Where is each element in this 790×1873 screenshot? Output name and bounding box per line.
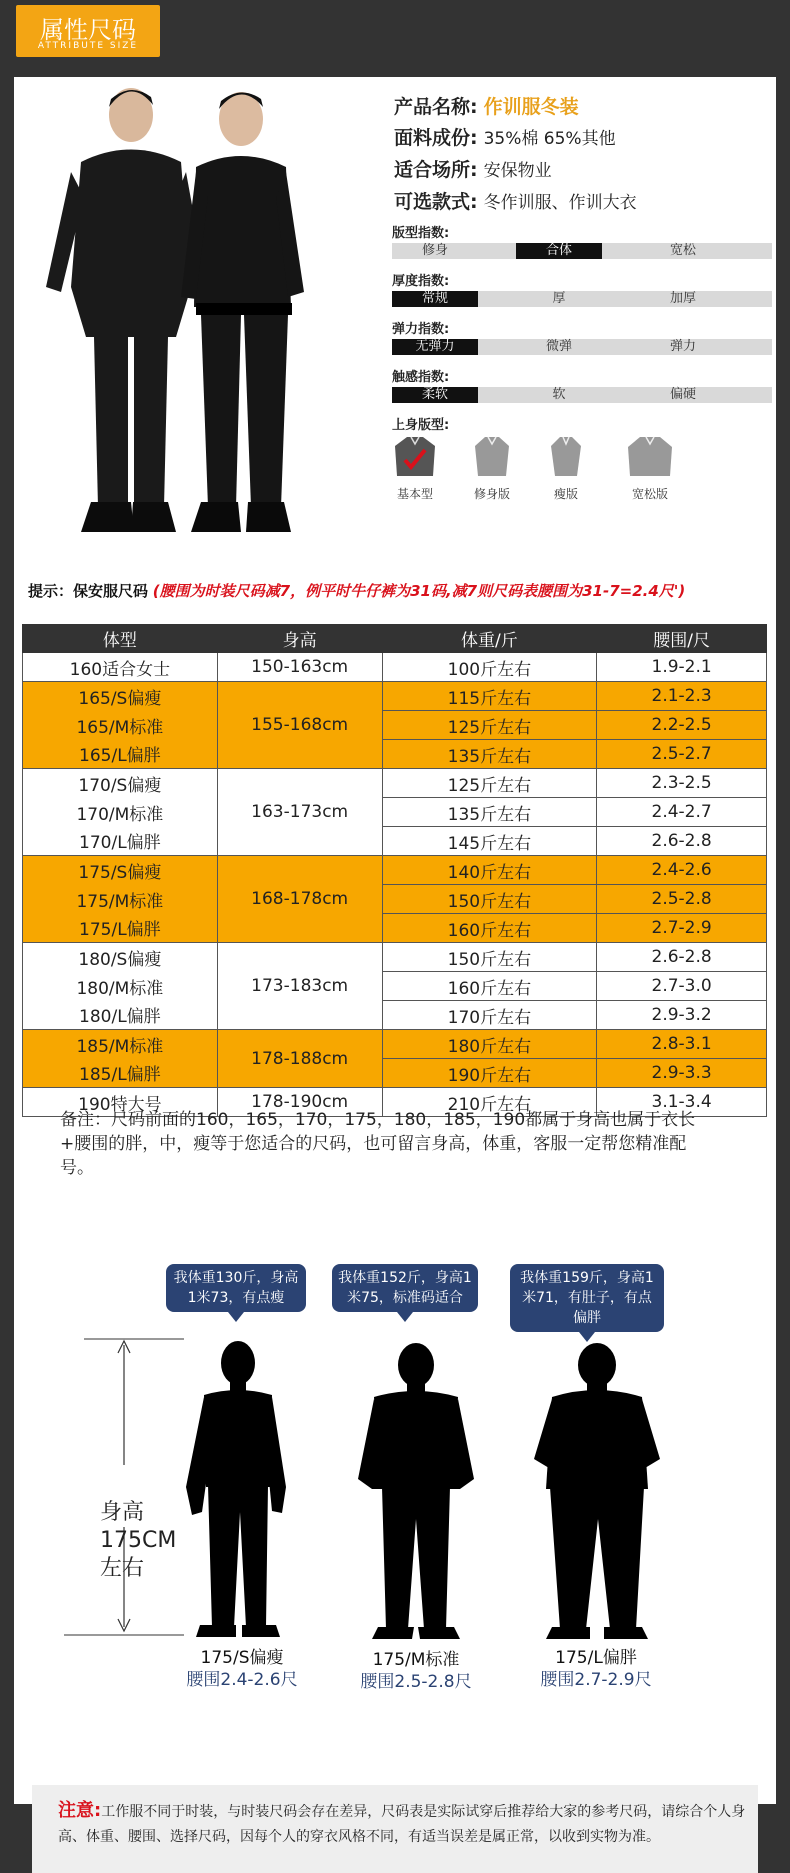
table-row xyxy=(23,682,767,711)
elasticity-index-option-selected: 无弹力 xyxy=(392,339,478,355)
touch-index-bar xyxy=(392,387,772,403)
table-row xyxy=(23,653,767,682)
col-header-height: 身高 xyxy=(217,625,382,653)
cell-waist: 3.1-3.4 xyxy=(597,1088,767,1117)
cell-weight: 115斤左右 xyxy=(382,682,597,711)
cell-body-type: 180/S偏瘦 xyxy=(23,943,218,972)
cell-weight: 100斤左右 xyxy=(382,653,597,682)
table-row xyxy=(23,740,767,769)
cell-waist: 2.4-2.6 xyxy=(597,856,767,885)
cell-waist: 2.4-2.7 xyxy=(597,798,767,827)
upper-fit-title: 上身版型: xyxy=(392,418,450,433)
table-row xyxy=(23,1059,767,1088)
cell-waist: 2.6-2.8 xyxy=(597,827,767,856)
fit-index-option-selected: 合体 xyxy=(516,243,602,259)
table-row xyxy=(23,711,767,740)
loose-fit-shirt-icon xyxy=(628,434,672,480)
figure-bubble-3: 我体重159斤，身高1米71，有肚子，有点偏胖 xyxy=(510,1264,664,1332)
touch-index-option-selected: 柔软 xyxy=(392,387,478,403)
cell-body-type: 160适合女士 xyxy=(23,653,218,682)
figure-bubble-1: 我体重130斤，身高1米73，有点瘦 xyxy=(166,1264,306,1312)
cell-weight: 140斤左右 xyxy=(382,856,597,885)
height-label-line: 身高 xyxy=(100,1500,145,1525)
style-value: 冬作训服、作训大衣 xyxy=(483,193,637,213)
upper-fit-label: 宽松版 xyxy=(631,487,668,501)
table-row xyxy=(23,943,767,972)
thickness-index-bar xyxy=(392,291,772,307)
table-row xyxy=(23,769,767,798)
thickness-index-option: 厚 xyxy=(552,291,566,306)
cell-height: 155-168cm xyxy=(217,682,382,769)
figure-waist-label: 腰围2.7-2.9尺 xyxy=(540,1670,652,1690)
cell-weight: 150斤左右 xyxy=(382,885,597,914)
header-bar xyxy=(0,0,790,60)
cell-height: 178-188cm xyxy=(217,1030,382,1088)
fabric-value: 35%棉 65%其他 xyxy=(483,129,616,149)
cell-body-type: 175/M标准 xyxy=(23,885,218,914)
size-table-header xyxy=(23,625,767,653)
height-label-line: 175CM xyxy=(100,1528,177,1553)
elasticity-index-option: 微弹 xyxy=(545,339,572,354)
cell-body-type: 165/M标准 xyxy=(23,711,218,740)
col-header-body-type: 体型 xyxy=(23,625,218,653)
section-subtitle: ATTRIBUTE SIZE xyxy=(37,41,139,51)
fit-index-title: 版型指数: xyxy=(392,226,450,241)
touch-index-title: 触感指数: xyxy=(392,370,450,385)
heavy-figure-silhouette xyxy=(532,1339,662,1644)
cell-waist: 2.2-2.5 xyxy=(597,711,767,740)
cell-height: 163-173cm xyxy=(217,769,382,856)
footer-notice xyxy=(32,1785,758,1873)
table-row xyxy=(23,1001,767,1030)
table-row xyxy=(23,885,767,914)
cell-weight: 125斤左右 xyxy=(382,769,597,798)
size-table xyxy=(22,624,767,1117)
cell-waist: 2.1-2.3 xyxy=(597,682,767,711)
scene-value: 安保物业 xyxy=(483,161,552,181)
size-note: 备注：尺码前面的160，165，170，175，180，185，190都属于身高也属于衣长+腰围的胖，中，瘦等于您适合的尺码，也可留言身高，体重，客服一定帮您精准配号。 xyxy=(60,1110,696,1178)
product-photo xyxy=(36,77,336,555)
cell-body-type: 170/S偏瘦 xyxy=(23,769,218,798)
thickness-index-title: 厚度指数: xyxy=(392,274,450,289)
upper-fit-label: 基本型 xyxy=(396,487,433,501)
cell-weight: 135斤左右 xyxy=(382,740,597,769)
cell-body-type: 185/L偏胖 xyxy=(23,1059,218,1088)
touch-index-option: 软 xyxy=(552,387,566,402)
height-label-line: 左右 xyxy=(100,1556,145,1581)
style-row xyxy=(394,187,637,214)
size-tip xyxy=(28,580,685,601)
height-measure-lines xyxy=(64,1335,184,1643)
footer-notice-text: 工作服不同于时装，与时装尺码会存在差异，尺码表是实际试穿后推荐给大家的参考尺码，请综合个人身高、体重、腰围、选择尺码，因每个人的穿衣风格不同，有适当误差是属正常，以收到实物为准。 xyxy=(58,1804,746,1845)
style-key: 可选款式: xyxy=(394,191,478,213)
cell-waist: 2.5-2.7 xyxy=(597,740,767,769)
cell-weight: 135斤左右 xyxy=(382,798,597,827)
section-title: 属性尺码 xyxy=(40,16,136,44)
content-sheet xyxy=(14,77,776,1845)
table-row xyxy=(23,1030,767,1059)
cell-weight: 190斤左右 xyxy=(382,1059,597,1088)
thin-fit-shirt-icon xyxy=(544,434,588,480)
cell-waist: 2.7-2.9 xyxy=(597,914,767,943)
touch-index-option: 偏硬 xyxy=(669,387,696,402)
cell-waist: 2.5-2.8 xyxy=(597,885,767,914)
product-name-value: 作训服冬装 xyxy=(483,96,579,118)
table-row xyxy=(23,972,767,1001)
fit-index-bar xyxy=(392,243,772,259)
fabric-key: 面料成份: xyxy=(394,127,478,149)
height-label xyxy=(100,1499,176,1583)
cell-weight: 145斤左右 xyxy=(382,827,597,856)
figure-size-label: 175/M标准 xyxy=(372,1650,460,1670)
cell-body-type: 170/L偏胖 xyxy=(23,827,218,856)
cell-waist: 2.9-3.3 xyxy=(597,1059,767,1088)
table-row xyxy=(23,827,767,856)
table-row xyxy=(23,798,767,827)
footer-notice-label: 注意: xyxy=(58,1800,102,1821)
slim-fit-shirt-icon xyxy=(470,434,514,480)
cell-body-type: 175/S偏瘦 xyxy=(23,856,218,885)
cell-weight: 170斤左右 xyxy=(382,1001,597,1030)
cell-body-type: 165/L偏胖 xyxy=(23,740,218,769)
cell-body-type: 185/M标准 xyxy=(23,1030,218,1059)
slim-figure-silhouette xyxy=(182,1337,292,1642)
cell-height: 178-190cm xyxy=(217,1088,382,1117)
cell-weight: 210斤左右 xyxy=(382,1088,597,1117)
cell-body-type: 180/L偏胖 xyxy=(23,1001,218,1030)
cell-waist: 2.8-3.1 xyxy=(597,1030,767,1059)
cell-height: 168-178cm xyxy=(217,856,382,943)
thickness-index-option: 加厚 xyxy=(669,291,696,306)
cell-body-type: 175/L偏胖 xyxy=(23,914,218,943)
scene-key: 适合场所: xyxy=(394,159,478,181)
col-header-weight: 体重/斤 xyxy=(382,625,597,653)
table-row xyxy=(23,914,767,943)
section-badge xyxy=(16,5,160,57)
elasticity-index-option: 弹力 xyxy=(669,339,696,354)
cell-weight: 150斤左右 xyxy=(382,943,597,972)
cell-height: 173-183cm xyxy=(217,943,382,1030)
upper-fit-label: 瘦版 xyxy=(553,487,578,501)
cell-body-type: 180/M标准 xyxy=(23,972,218,1001)
figure-bubble-2: 我体重152斤，身高1米75，标准码适合 xyxy=(332,1264,478,1312)
fabric-row xyxy=(394,123,616,150)
upper-fit-label: 修身版 xyxy=(473,487,510,501)
table-row xyxy=(23,856,767,885)
elasticity-index-bar xyxy=(392,339,772,355)
cell-weight: 160斤左右 xyxy=(382,972,597,1001)
cell-body-type: 170/M标准 xyxy=(23,798,218,827)
cell-body-type: 190特大号 xyxy=(23,1088,218,1117)
figure-waist-label: 腰围2.4-2.6尺 xyxy=(186,1670,298,1690)
cell-waist: 2.7-3.0 xyxy=(597,972,767,1001)
cell-weight: 160斤左右 xyxy=(382,914,597,943)
cell-weight: 180斤左右 xyxy=(382,1030,597,1059)
basic-fit-shirt-icon xyxy=(393,434,437,480)
fit-index-option: 修身 xyxy=(421,243,448,258)
cell-waist: 1.9-2.1 xyxy=(597,653,767,682)
figure-size-label: 175/S偏瘦 xyxy=(200,1648,284,1668)
product-name-row xyxy=(394,92,579,119)
size-tip-label: 提示：保安服尺码 xyxy=(28,582,149,600)
figure-size-label: 175/L偏胖 xyxy=(555,1648,637,1668)
cell-waist: 2.6-2.8 xyxy=(597,943,767,972)
cell-height: 150-163cm xyxy=(217,653,382,682)
col-header-waist: 腰围/尺 xyxy=(597,625,767,653)
size-tip-text: (腰围为时装尺码减7，例平时牛仔裤为31码,减7则尺码表腰围为31-7=2.4尺') xyxy=(152,582,686,600)
fit-index-option: 宽松 xyxy=(669,243,696,258)
cell-waist: 2.9-3.2 xyxy=(597,1001,767,1030)
standard-figure-silhouette xyxy=(356,1339,476,1644)
thickness-index-option-selected: 常规 xyxy=(392,291,478,307)
scene-row xyxy=(394,155,552,182)
cell-waist: 2.3-2.5 xyxy=(597,769,767,798)
figure-waist-label: 腰围2.5-2.8尺 xyxy=(360,1672,472,1692)
elasticity-index-title: 弹力指数: xyxy=(392,322,450,337)
cell-body-type: 165/S偏瘦 xyxy=(23,682,218,711)
cell-weight: 125斤左右 xyxy=(382,711,597,740)
product-name-key: 产品名称: xyxy=(394,96,478,118)
